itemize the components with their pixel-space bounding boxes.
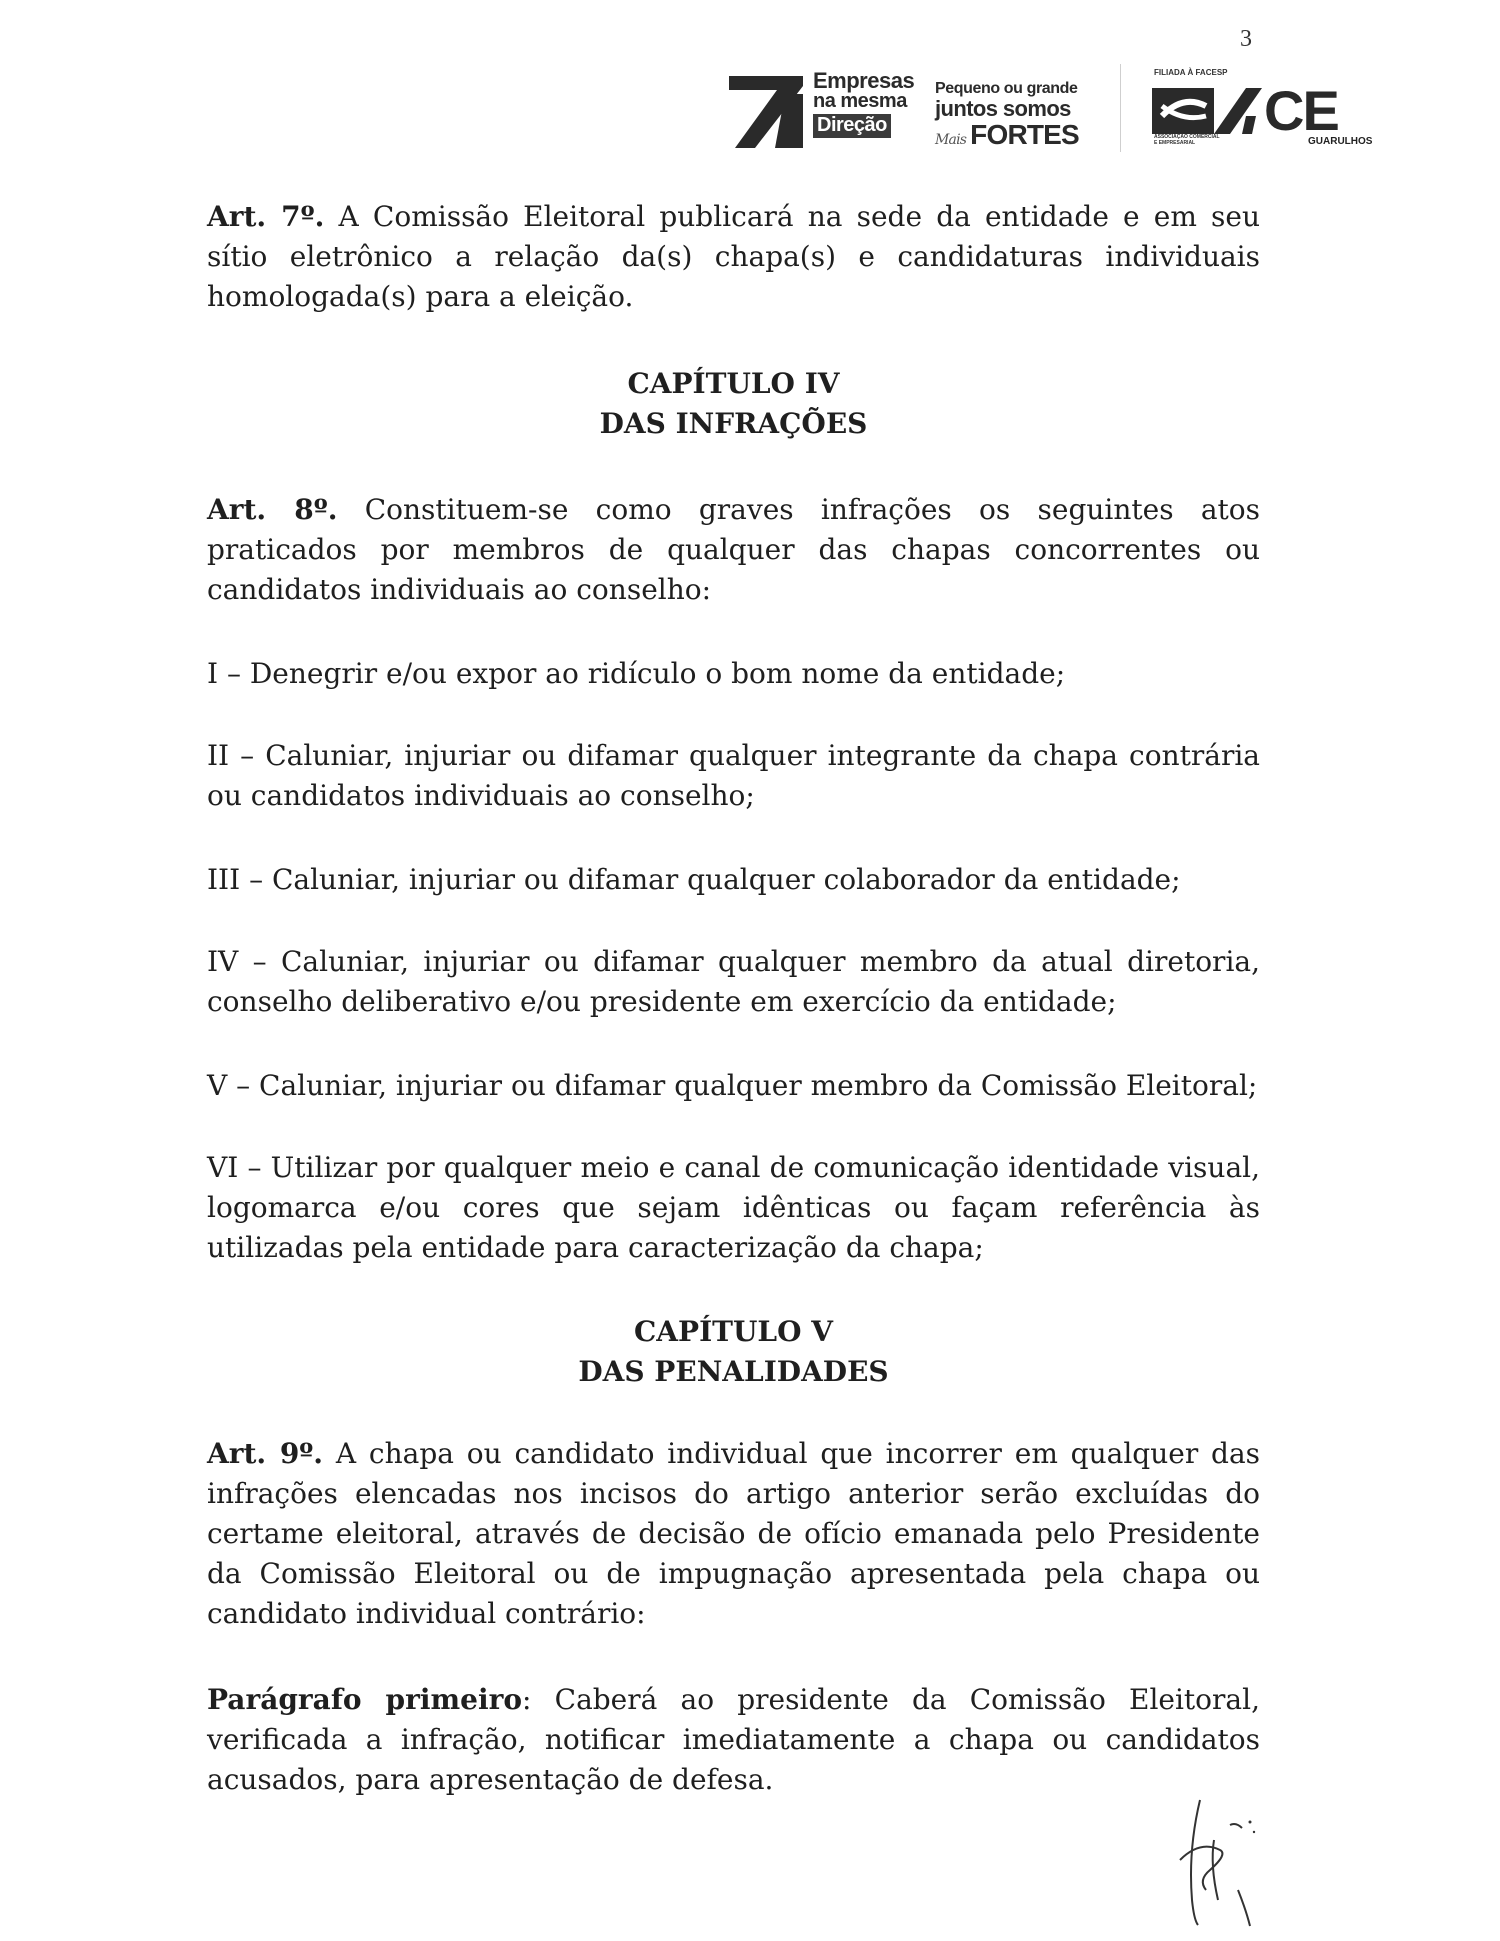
- article-8-text: Constituem-se como graves infrações os seguintes atos praticados por membros de qualquer das chapas concorrentes ou candidatos individuais ao conselho:: [207, 493, 1260, 606]
- article-8: [207, 490, 1260, 610]
- article-7-label: Art. 7º.: [207, 200, 325, 233]
- logo-empresas-line2: na mesma: [813, 90, 907, 112]
- ace-guarulhos-logo: [1148, 66, 1398, 154]
- logo-empresas-line1: Empresas: [813, 68, 915, 93]
- inciso-item: IV – Caluniar, injuriar ou difamar qualquer membro da atual diretoria, conselho deliberativo e/ou presidente em exercício da entidade;: [207, 945, 1260, 1018]
- empresas-na-mesma-direcao-logo: [725, 68, 920, 150]
- paragrafo-primeiro-label: Parágrafo primeiro: [207, 1683, 523, 1716]
- chapter-4-title: CAPÍTULO IV: [627, 367, 840, 400]
- inciso-item: III – Caluniar, injuriar ou difamar qualquer colaborador da entidade;: [207, 863, 1181, 896]
- inciso-item: I – Denegrir e/ou expor ao ridículo o bom nome da entidade;: [207, 657, 1066, 690]
- ace-emblem-icon: [1148, 76, 1398, 138]
- article-8-label: Art. 8º.: [207, 493, 338, 526]
- paragrafo-primeiro: [207, 1680, 1260, 1800]
- header-divider: [1120, 64, 1121, 152]
- chapter-5-subtitle: DAS PENALIDADES: [578, 1355, 889, 1388]
- paragrafo-primeiro-text: : Caberá ao presidente da Comissão Eleitoral, verificada a infração, notificar imediatamente a chapa ou candidatos acusados, para apresentação de defesa.: [207, 1683, 1260, 1796]
- ace-filiada-text: FILIADA À FACESP: [1154, 68, 1228, 77]
- svg-text:CE: CE: [1264, 79, 1338, 138]
- logo-juntos-line2: juntos somos: [935, 96, 1071, 121]
- logo-empresas-line3: Direção: [813, 114, 891, 138]
- article-9-label: Art. 9º.: [207, 1437, 324, 1470]
- handwritten-initials-signature: [1170, 1780, 1280, 1930]
- logo-juntos-mais: Mais: [935, 132, 967, 148]
- article-9-text: A chapa ou candidato individual que incorrer em qualquer das infrações elencadas nos incisos do artigo anterior serão excluídas do certame eleitoral, através de decisão de ofício emanada pelo Presidente da Comissão Eleitoral ou de impugnação apresentada pela chapa ou candidato individual contrário:: [207, 1437, 1261, 1630]
- chapter-4-subtitle: DAS INFRAÇÕES: [599, 407, 868, 440]
- article-7-text: A Comissão Eleitoral publicará na sede da entidade e em seu sítio eletrônico a relação da(s) chapa(s) e candidaturas individuais homologada(s) para a eleição.: [207, 200, 1260, 313]
- logo-juntos-line1: Pequeno ou grande: [935, 80, 1078, 97]
- inciso-item: II – Caluniar, injuriar ou difamar qualquer integrante da chapa contrária ou candidatos individuais ao conselho;: [207, 739, 1260, 812]
- juntos-somos-mais-fortes-logo: [935, 80, 1105, 151]
- article-9: [207, 1434, 1260, 1634]
- arrow-logo-icon: [725, 70, 807, 152]
- ace-assoc-text: ASSOCIAÇÃO COMERCIAL E EMPRESARIAL: [1154, 134, 1220, 146]
- page-number: 3: [1240, 26, 1252, 52]
- inciso-item: V – Caluniar, injuriar ou difamar qualquer membro da Comissão Eleitoral;: [207, 1069, 1258, 1102]
- ace-city-text: GUARULHOS: [1308, 136, 1373, 147]
- chapter-5-title: CAPÍTULO V: [634, 1315, 833, 1348]
- inciso-item: VI – Utilizar por qualquer meio e canal de comunicação identidade visual, logomarca e/ou cores que sejam idênticas ou façam referência às utilizadas pela entidade para caracterização da chapa;: [207, 1151, 1260, 1264]
- article-7: [207, 197, 1260, 317]
- logo-juntos-fortes: FORTES: [970, 119, 1079, 150]
